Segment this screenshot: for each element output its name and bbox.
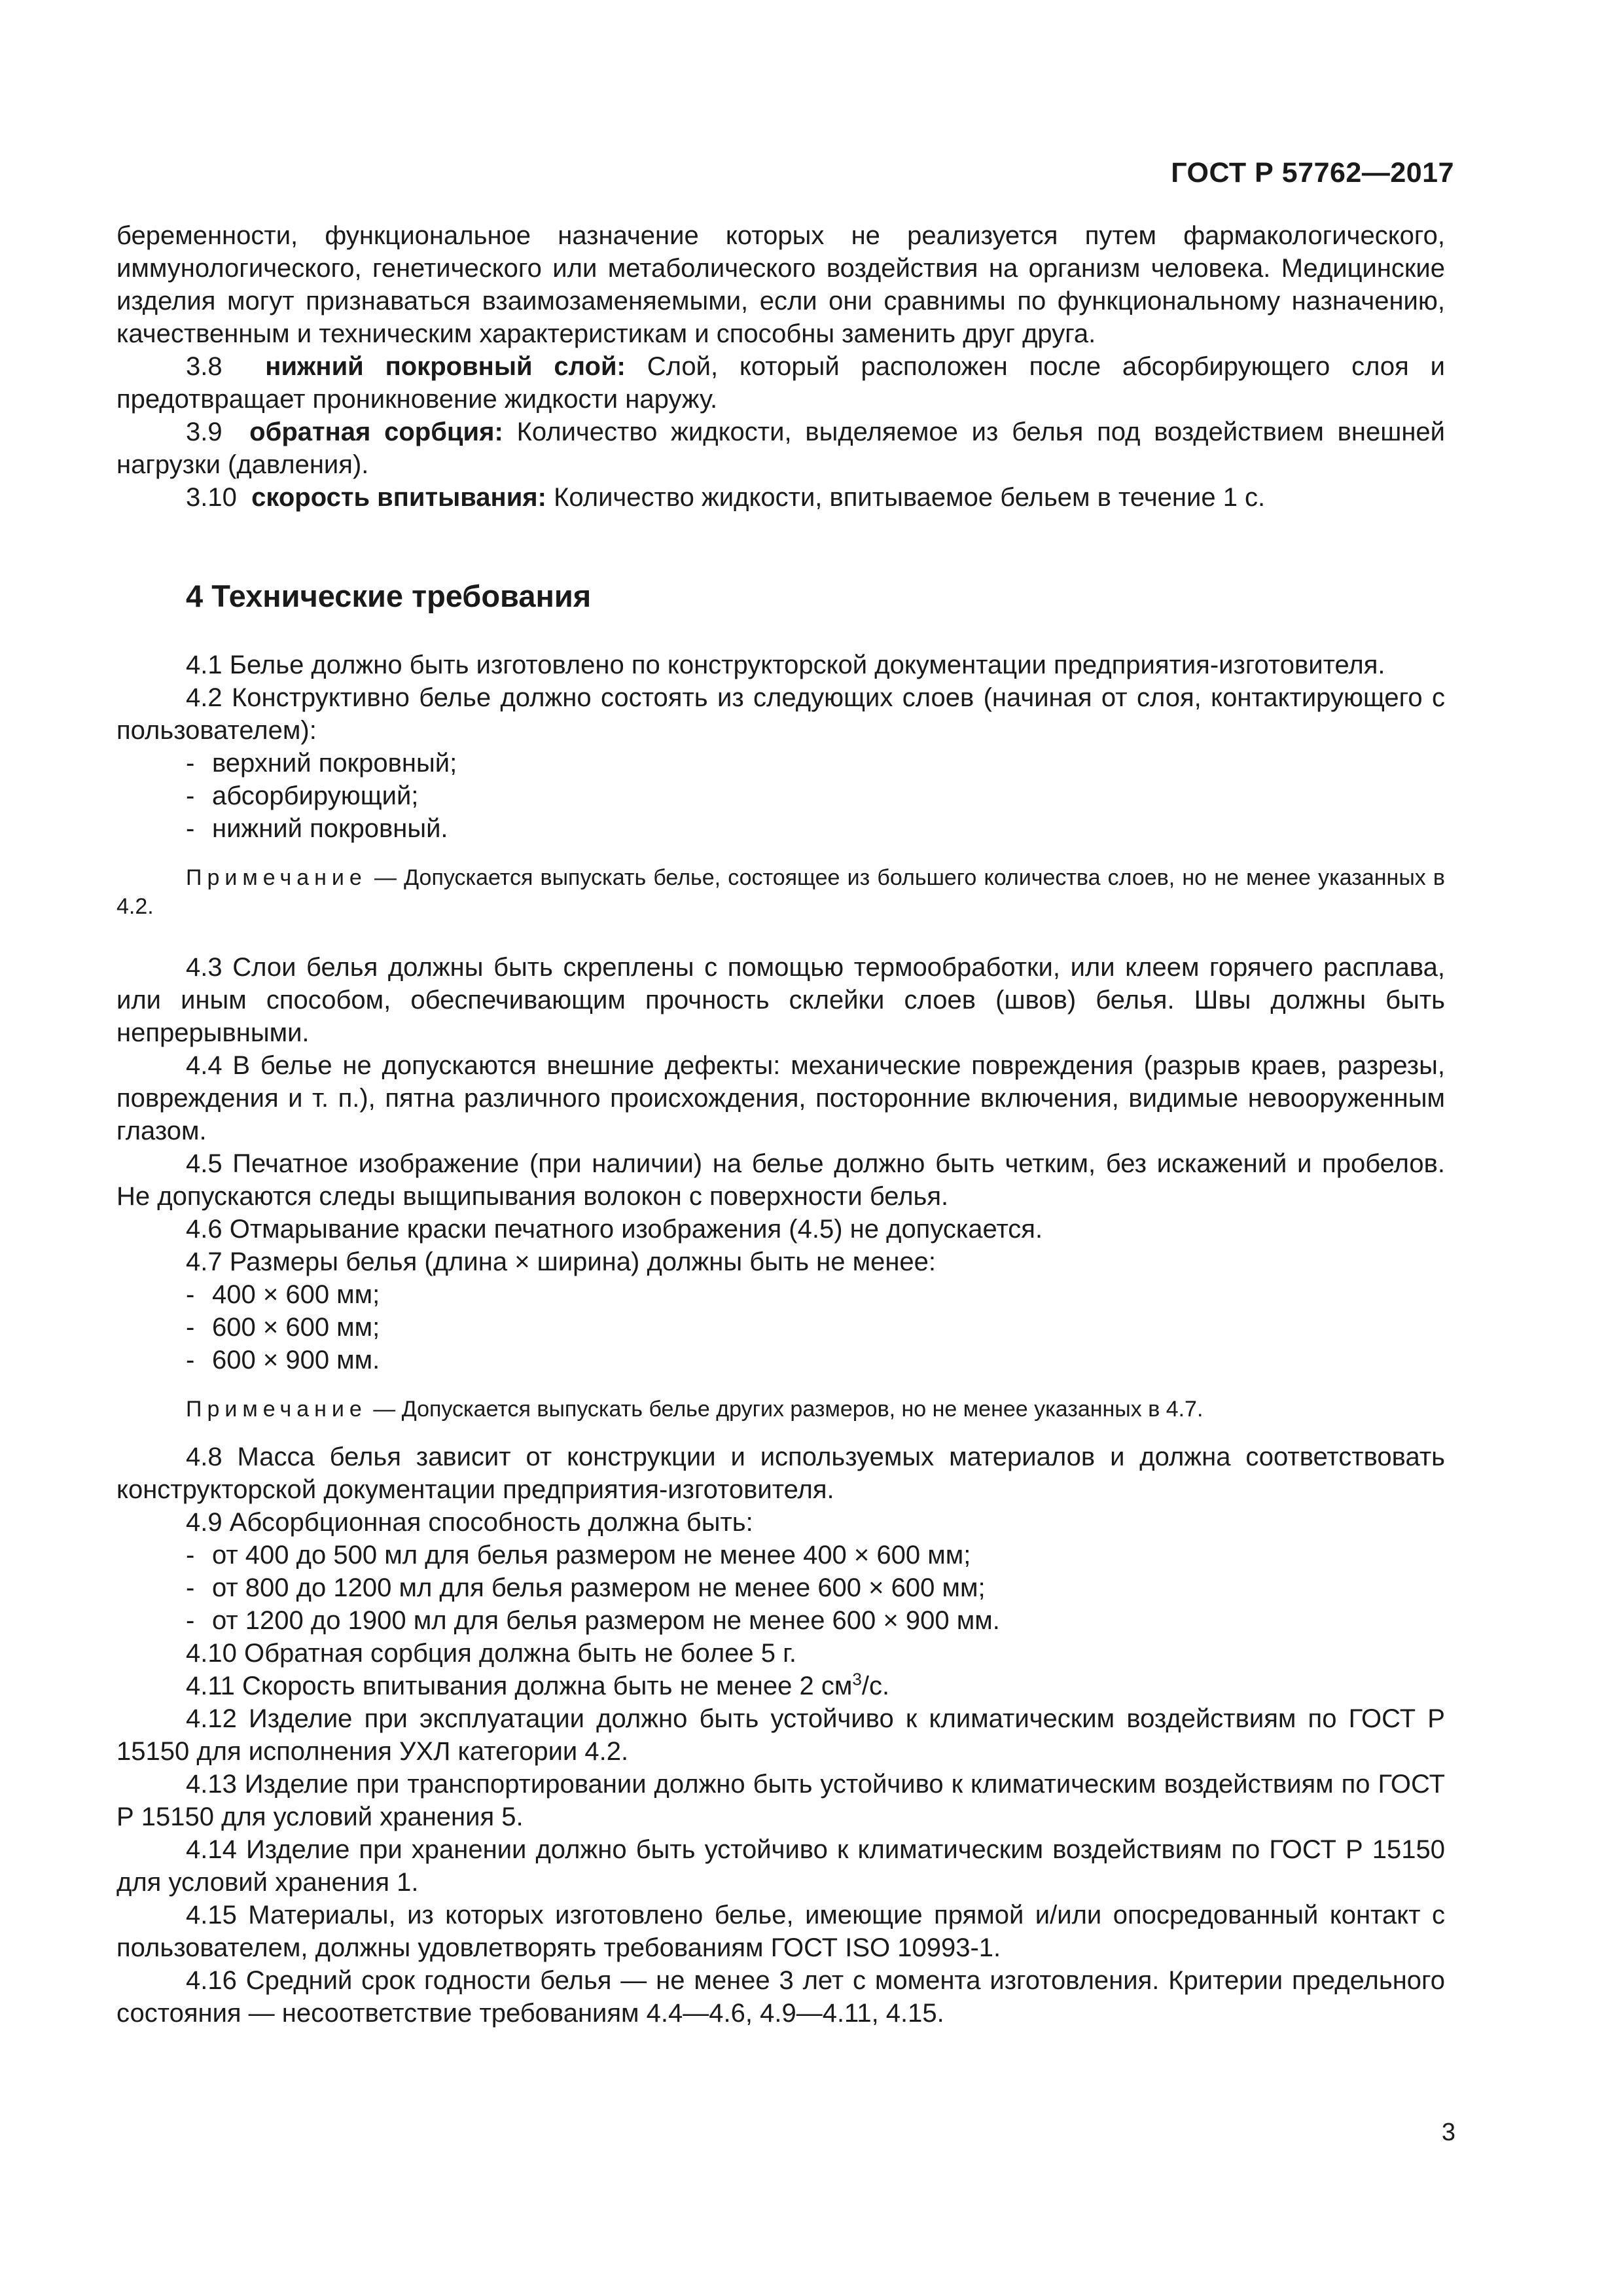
list-item — [116, 1344, 1445, 1376]
definition-text: Количество жидкости, выделяемое из белья под воздействием внешней нагрузки (давления). — [116, 418, 1445, 479]
note-2 — [116, 1395, 1445, 1424]
clause-4-15: 4.15 Материалы, из которых изготовлено белье, имеющие прямой и/или опосредованный контакт с пользователем, должны удовлетворять требованиям ГОСТ ISO 10993-1. — [116, 1901, 1445, 1962]
list-item — [116, 1604, 1445, 1637]
definition-number: 3.8 — [186, 352, 223, 381]
clause-4-3: 4.3 Слои белья должны быть скреплены с помощью термообработки, или клеем горячего расплава, или иным способом, обеспечивающим прочность склейки слоев (швов) белья. Швы должны быть непрерывными. — [116, 953, 1445, 1047]
clause-4-10: 4.10 Обратная сорбция должна быть не более 5 г. — [186, 1639, 796, 1668]
clause-4-11 — [116, 1670, 1445, 1702]
definition-3-10 — [116, 481, 1445, 514]
note-1 — [116, 863, 1445, 921]
clause-4-14: 4.14 Изделие при хранении должно быть устойчиво к климатическим воздействиям по ГОСТ Р 15150 для условий хранения 1. — [116, 1835, 1445, 1897]
definition-text: Слой, который расположен после абсорбирующего слоя и предотвращает проникновение жидкости наружу. — [116, 352, 1445, 414]
note-label: Примечание — [186, 865, 367, 890]
definition-term: обратная сорбция: — [249, 418, 503, 446]
definition-number: 3.10 — [186, 483, 237, 512]
clause-4-9: 4.9 Абсорбционная способность должна быть: — [186, 1508, 753, 1537]
list-item-text: 400 × 600 мм; — [212, 1280, 380, 1309]
list-dash: - — [186, 781, 195, 810]
page-content — [116, 219, 1445, 2030]
clause-4-4: 4.4 В белье не допускаются внешние дефекты: механические повреждения (разрыв краев, разрезы, повреждения и т. п.), пятна различного происхождения, посторонние включения, видимые невооруженным глазом. — [116, 1051, 1445, 1145]
list-item-text: от 800 до 1200 мл для белья размером не менее 600 × 600 мм; — [212, 1573, 986, 1602]
list-item — [116, 1571, 1445, 1604]
note-text: — Допускается выпускать белье других размеров, но не менее указанных в 4.7. — [373, 1397, 1204, 1422]
list-item — [116, 1278, 1445, 1311]
document-code-header: ГОСТ Р 57762—2017 — [1171, 157, 1454, 188]
list-item — [116, 780, 1445, 812]
section-heading: 4 Технические требования — [186, 579, 592, 613]
definition-3-9 — [116, 416, 1445, 481]
list-item-text: нижний покровный. — [212, 814, 448, 843]
clause-4-13: 4.13 Изделие при транспортировании должно быть устойчиво к климатическим воздействиям по ГОСТ Р 15150 для условий хранения 5. — [116, 1770, 1445, 1831]
list-item-text: от 1200 до 1900 мл для белья размером не менее 600 × 900 мм. — [212, 1606, 1000, 1635]
list-item — [116, 1539, 1445, 1571]
list-dash: - — [186, 1280, 195, 1309]
clause-4-12: 4.12 Изделие при эксплуатации должно быть устойчиво к климатическим воздействиям по ГОСТ Р 15150 для исполнения УХЛ категории 4.2. — [116, 1704, 1445, 1766]
list-item-text: от 400 до 500 мл для белья размером не менее 400 × 600 мм; — [212, 1541, 971, 1570]
list-dash: - — [186, 1606, 195, 1635]
list-item-text: абсорбирующий; — [212, 781, 419, 810]
list-item-text: 600 × 600 мм; — [212, 1313, 380, 1342]
list-dash: - — [186, 1346, 195, 1374]
definition-text: Количество жидкости, впитываемое бельем в течение 1 с. — [554, 483, 1266, 512]
list-dash: - — [186, 814, 195, 843]
absorption-list — [116, 1539, 1445, 1637]
clause-4-5: 4.5 Печатное изображение (при наличии) на белье должно быть четким, без искажений и пробелов. Не допускаются следы выщипывания волокон с поверхности белья. — [116, 1149, 1445, 1211]
clause-4-6: 4.6 Отмарывание краски печатного изображения (4.5) не допускается. — [186, 1215, 1043, 1244]
page-number: 3 — [1441, 2119, 1455, 2146]
list-dash: - — [186, 1313, 195, 1342]
list-dash: - — [186, 749, 195, 778]
list-dash: - — [186, 1573, 195, 1602]
superscript: 3 — [852, 1669, 862, 1689]
definition-3-8 — [116, 350, 1445, 416]
note-label: Примечание — [186, 1397, 367, 1422]
definition-term: нижний покровный слой: — [265, 352, 626, 381]
intro-paragraph: беременности, функциональное назначение которых не реализуется путем фармакологического, иммунологического, генетического или метаболического воздействия на организм человека. Медицинские изделия могут признаваться взаимозаменяемыми, если они сравнимы по функциональному назначению, качественным и техническим характеристикам и способны заменить друг друга. — [116, 221, 1445, 348]
clause-4-8: 4.8 Масса белья зависит от конструкции и используемых материалов и должна соответствовать конструкторской документации предприятия-изготовителя. — [116, 1443, 1445, 1504]
list-item — [116, 747, 1445, 780]
definition-term: скорость впитывания: — [251, 483, 546, 512]
definition-number: 3.9 — [186, 418, 223, 446]
note-text: — Допускается выпускать белье, состоящее из большего количества слоев, но не менее указанных в 4.2. — [116, 865, 1445, 919]
clause-4-16: 4.16 Средний срок годности белья — не менее 3 лет с момента изготовления. Критерии предельного состояния — несоответствие требованиям 4.4—4.6, 4.9—4.11, 4.15. — [116, 1966, 1445, 2028]
clause-4-1: 4.1 Белье должно быть изготовлено по конструкторской документации предприятия-изготовителя. — [186, 651, 1385, 679]
clause-4-11-unit: /с. — [861, 1672, 890, 1700]
clause-4-2: 4.2 Конструктивно белье должно состоять из следующих слоев (начиная от слоя, контактирующего с пользователем): — [116, 683, 1445, 745]
clause-4-11-text: 4.11 Скорость впитывания должна быть не менее 2 см — [186, 1672, 853, 1700]
list-item-text: 600 × 900 мм. — [212, 1346, 380, 1374]
list-dash: - — [186, 1541, 195, 1570]
layers-list — [116, 747, 1445, 845]
list-item-text: верхний покровный; — [212, 749, 457, 778]
clause-4-7: 4.7 Размеры белья (длина × ширина) должны быть не менее: — [186, 1247, 936, 1276]
list-item — [116, 812, 1445, 845]
list-item — [116, 1311, 1445, 1344]
sizes-list — [116, 1278, 1445, 1376]
